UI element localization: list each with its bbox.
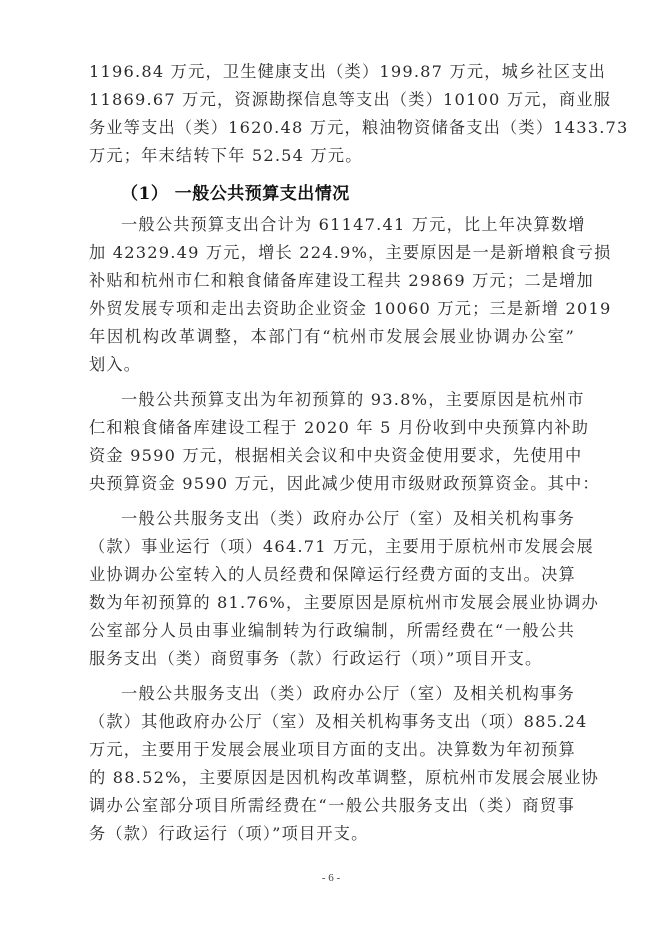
text-line: 一般公共预算支出为年初预算的 93.8%，主要原因是杭州市 — [121, 390, 585, 409]
text-line: 央预算资金 9590 万元，因此减少使用市级财政预算资金。其中： — [89, 474, 600, 493]
text-line: 数为年初预算的 81.76%，主要原因是原杭州市发展会展业协调办 — [89, 593, 599, 612]
text-line: 加 42329.49 万元，增长 224.9%，主要原因是一是新增粮食亏损 — [89, 243, 612, 262]
text-line: 的 88.52%，主要原因是因机构改革调整，原杭州市发展会展业协 — [89, 768, 599, 787]
page-number: - 6 - — [321, 872, 341, 884]
text-line: 仁和粮食储备库建设工程于 2020 年 5 月份收到中央预算内补助 — [89, 418, 590, 437]
text-line: 务（款）行政运行（项）”项目开支。 — [89, 824, 369, 843]
text-line: 一般公共服务支出（类）政府办公厅（室）及相关机构事务 — [121, 509, 575, 528]
text-line: 服务支出（类）商贸事务（款）行政运行（项）”项目开支。 — [89, 649, 543, 668]
text-line: （款）事业运行（项）464.71 万元，主要用于原杭州市发展会展 — [89, 537, 594, 556]
text-line: 调办公室部分项目所需经费在“一般公共服务支出（类）商贸事 — [89, 796, 575, 815]
text-line: 公室部分人员由事业编制转为行政编制，所需经费在“一般公共 — [89, 621, 575, 640]
text-line: （款）其他政府办公厅（室）及相关机构事务支出（项）885.24 — [89, 712, 588, 731]
text-line: 资金 9590 万元，根据相关会议和中央资金使用要求，先使用中 — [89, 446, 583, 465]
text-line: 补贴和杭州市仁和粮食储备库建设工程共 29869 万元；二是增加 — [89, 271, 594, 290]
text-line: 一般公共服务支出（类）政府办公厅（室）及相关机构事务 — [121, 684, 575, 703]
text-line: 万元；年末结转下年 52.54 万元。 — [89, 146, 363, 165]
text-line: 11869.67 万元，资源勘探信息等支出（类）10100 万元，商业服 — [89, 90, 612, 109]
text-line: 年因机构改革调整，本部门有“杭州市发展会展业协调办公室” — [89, 327, 575, 346]
section-heading: （1） 一般公共预算支出情况 — [121, 184, 350, 204]
text-line: 万元，主要用于发展会展业项目方面的支出。决算数为年初预算 — [89, 740, 576, 759]
text-line: 1196.84 万元，卫生健康支出（类）199.87 万元，城乡社区支出 — [89, 62, 607, 81]
text-line: 外贸发展专项和走出去资助企业资金 10060 万元；三是新增 2019 — [89, 299, 612, 318]
text-line: 务业等支出（类）1620.48 万元，粮油物资储备支出（类）1433.73 — [89, 118, 629, 137]
text-line: 一般公共预算支出合计为 61147.41 万元，比上年决算数增 — [121, 215, 586, 234]
text-line: 业协调办公室转入的人员经费和保障运行经费方面的支出。决算 — [89, 565, 576, 584]
text-line: 划入。 — [89, 355, 142, 374]
